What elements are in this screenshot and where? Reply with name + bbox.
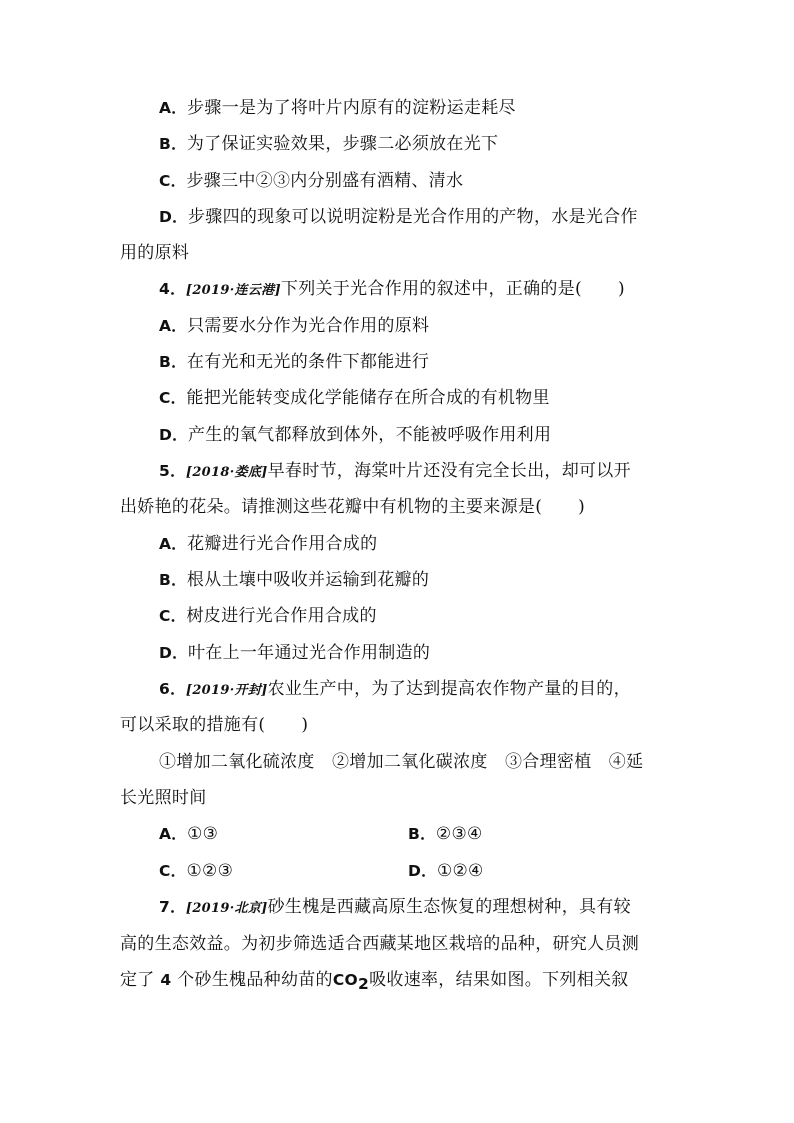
- number-value: 4: [160, 971, 172, 989]
- question-number: 6．: [159, 680, 186, 698]
- question-number: 5．: [159, 462, 186, 480]
- q3-option-d: [159, 205, 638, 229]
- question-text: 个砂生槐品种幼苗的: [177, 970, 333, 990]
- question-number: 7．: [159, 898, 186, 916]
- q4-option-d: [159, 423, 551, 447]
- option-text: 花瓣进行光合作用合成的: [187, 534, 378, 554]
- option-text: 产生的氧气都释放到体外，不能被呼吸作用利用: [187, 425, 552, 445]
- q5-option-d: [159, 641, 430, 665]
- option-text: ①②③: [186, 861, 234, 881]
- co2-formula: CO: [332, 971, 358, 989]
- option-text: ①③: [187, 824, 219, 844]
- option-label: C．: [159, 862, 187, 880]
- option-text: 步骤一是为了将叶片内原有的淀粉运走耗尽: [187, 98, 516, 118]
- paren-close: ): [301, 715, 309, 735]
- q6-stem: [159, 677, 631, 703]
- q4-option-c: [159, 386, 550, 410]
- paren-close: ): [578, 497, 586, 517]
- option-text: 能把光能转变成化学能储存在所合成的有机物里: [186, 388, 550, 408]
- option-text: 步骤三中②③内分别盛有酒精、清水: [186, 171, 464, 191]
- q7-line2: 高的生态效益。为初步筛选适合西藏某地区栽培的品种，研究人员测: [120, 934, 639, 954]
- question-source: [2019·连云港]: [185, 283, 281, 298]
- option-label: B．: [408, 825, 436, 843]
- q3-option-a: [159, 96, 516, 120]
- option-text: 步骤四的现象可以说明淀粉是光合作用的产物，水是光合作: [187, 207, 638, 227]
- option-label: A．: [159, 535, 188, 553]
- q5-option-a: [159, 532, 377, 556]
- question-text: 吸收速率，结果如图。下列相关叙: [369, 970, 629, 990]
- question-text: 下列关于光合作用的叙述中，正确的是(: [280, 279, 582, 299]
- q5-stem: [159, 459, 631, 485]
- q7-line3: [120, 968, 629, 992]
- option-label: A．: [159, 99, 188, 117]
- option-label: C．: [159, 607, 187, 625]
- option-text: 叶在上一年通过光合作用制造的: [187, 643, 431, 663]
- option-label: D．: [159, 644, 188, 662]
- q3-option-b: [159, 132, 498, 156]
- q5-option-b: [159, 568, 429, 592]
- option-text: ②③④: [435, 824, 483, 844]
- question-text: 出娇艳的花朵。请推测这些花瓣中有机物的主要来源是(: [120, 497, 543, 517]
- option-label: A．: [159, 317, 188, 335]
- option-label: A．: [159, 825, 188, 843]
- option-text: 只需要水分作为光合作用的原料: [187, 316, 430, 336]
- option-label: D．: [159, 426, 188, 444]
- q3-option-c: [159, 169, 463, 193]
- q4-option-a: [159, 314, 429, 338]
- q4-option-b: [159, 350, 429, 374]
- question-source: [2019·开封]: [185, 683, 268, 698]
- option-label: D．: [408, 862, 437, 880]
- q5-stem-continuation: [120, 495, 585, 519]
- question-text: 早春时节，海棠叶片还没有完全长出，却可以开: [267, 461, 631, 481]
- q6-option-b: [408, 822, 483, 846]
- q6-items: ①增加二氧化硫浓度 ②增加二氧化碳浓度 ③合理密植 ④延: [159, 752, 644, 772]
- question-text: 农业生产中，为了达到提高农作物产量的目的，: [267, 679, 631, 699]
- question-text: 可以采取的措施有(: [120, 715, 266, 735]
- question-source: [2018·娄底]: [185, 465, 268, 480]
- option-text: 在有光和无光的条件下都能进行: [186, 352, 430, 372]
- option-label: B．: [159, 353, 187, 371]
- question-source: [2019·北京]: [185, 901, 268, 916]
- q6-items-continuation: 长光照时间: [120, 788, 207, 808]
- co2-subscript: 2: [358, 975, 370, 993]
- q4-stem: [159, 277, 625, 303]
- option-text: ①②④: [436, 861, 484, 881]
- question-text: 定了: [120, 970, 155, 990]
- option-label: B．: [159, 571, 187, 589]
- q6-option-d: [408, 859, 484, 883]
- q6-option-a: [159, 822, 218, 846]
- question-text: 砂生槐是西藏高原生态恢复的理想树种，具有较: [267, 897, 631, 917]
- q3-option-d-continuation: 用的原料: [120, 243, 190, 263]
- option-label: C．: [159, 389, 187, 407]
- q5-option-c: [159, 604, 377, 628]
- option-text: 为了保证实验效果，步骤二必须放在光下: [186, 134, 499, 154]
- option-text: 树皮进行光合作用合成的: [186, 606, 377, 626]
- paren-close: ): [617, 279, 625, 299]
- option-label: B．: [159, 135, 187, 153]
- q6-option-c: [159, 859, 233, 883]
- option-label: C．: [159, 172, 187, 190]
- option-text: 根从土壤中吸收并运输到花瓣的: [186, 570, 430, 590]
- question-number: 4．: [159, 280, 186, 298]
- q7-stem: [159, 895, 631, 921]
- option-label: D．: [159, 208, 188, 226]
- q6-stem-continuation: [120, 713, 308, 737]
